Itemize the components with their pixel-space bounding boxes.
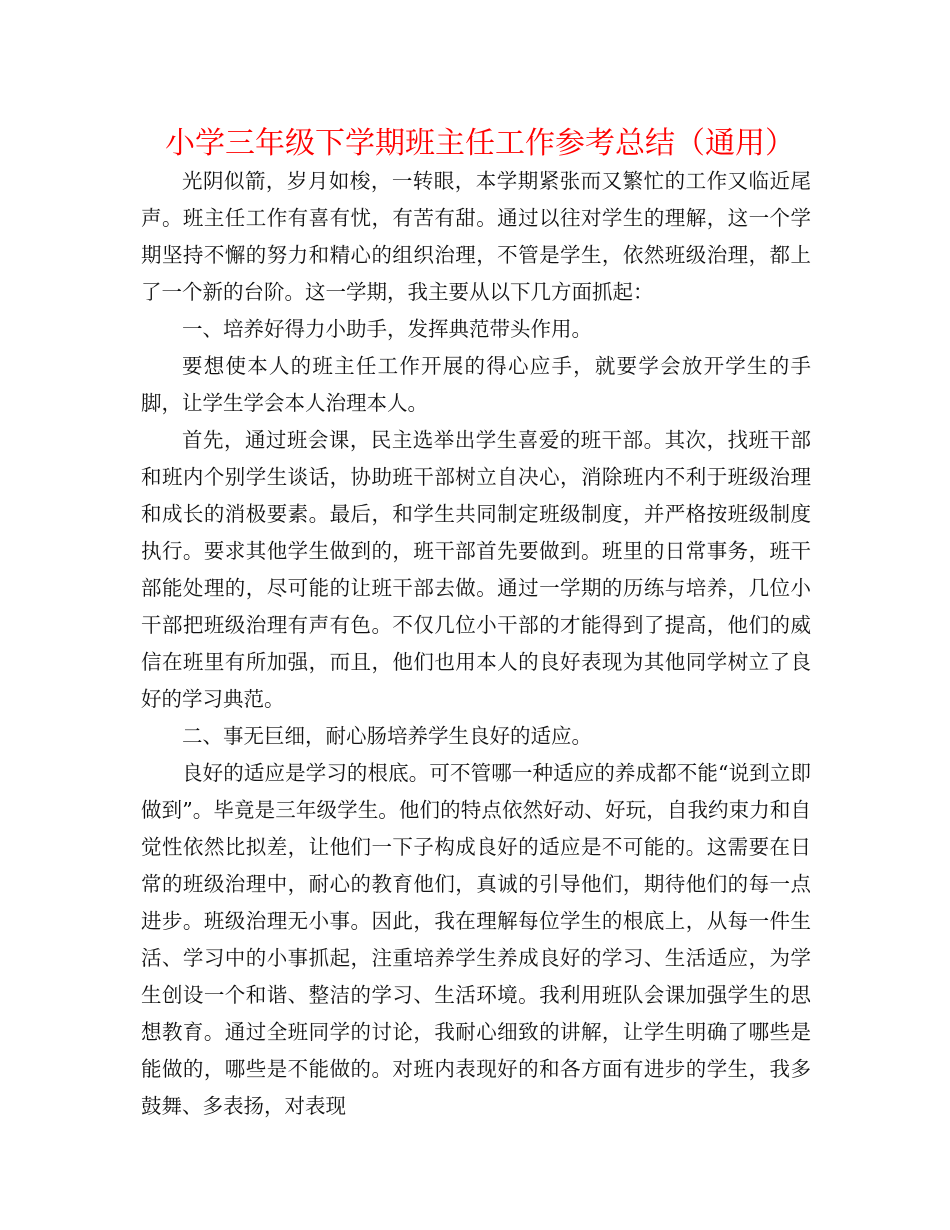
document-title: 小学三年级下学期班主任工作参考总结（通用） — [165, 126, 795, 161]
section-heading-2: 二、事无巨细，耐心肠培养学生良好的适应。 — [182, 724, 592, 748]
body-paragraph: 首先，通过班会课，民主选举出学生喜爱的班干部。其次，找班干部和班内个别学生谈话，协助班干部树立自决心，消除班内不利于班级治理和成长的消极要素。最后，和学生共同制定班级制度，并严格按班级制度执行。要求其他学生做到的，班干部首先要做到。班里的日常事务，班干部能处理的，尽可能的让班干部去做。通过一学期的历练与培养，几位小干部把班级治理有声有色。不仅几位小干部的才能得到了提高，他们的威信在班里有所加强，而且，他们也用本人的良好表现为其他同学树立了良好的学习典范。 — [141, 428, 811, 711]
body-paragraph: 良好的适应是学习的根底。可不管哪一种适应的养成都不能“说到立即做到”。毕竟是三年级学生。他们的特点依然好动、好玩，自我约束力和自觉性依然比拟差，让他们一下子构成良好的适应是不可能的。这需要在日常的班级治理中，耐心的教育他们，真诚的引导他们，期待他们的每一点进步。班级治理无小事。因此，我在理解每位学生的根底上，从每一件生活、学习中的小事抓起，注重培养学生养成良好的学习、生活适应，为学生创设一个和谐、整洁的学习、生活环境。我利用班队会课加强学生的思想教育。通过全班同学的讨论，我耐心细致的讲解，让学生明确了哪些是能做的，哪些是不能做的。对班内表现好的和各方面有进步的学生，我多鼓舞、多表扬，对表现 — [141, 761, 811, 1118]
section-heading-1: 一、培养好得力小助手，发挥典范带头作用。 — [182, 317, 592, 341]
document-body — [141, 163, 811, 1125]
intro-paragraph: 光阴似箭，岁月如梭，一转眼，本学期紧张而又繁忙的工作又临近尾声。班主任工作有喜有忧，有苦有甜。通过以往对学生的理解，这一个学期坚持不懈的努力和精心的组织治理，不管是学生，依然班级治理，都上了一个新的台阶。这一学期，我主要从以下几方面抓起： — [141, 169, 811, 304]
body-paragraph: 要想使本人的班主任工作开展的得心应手，就要学会放开学生的手脚，让学生学会本人治理本人。 — [141, 354, 811, 415]
